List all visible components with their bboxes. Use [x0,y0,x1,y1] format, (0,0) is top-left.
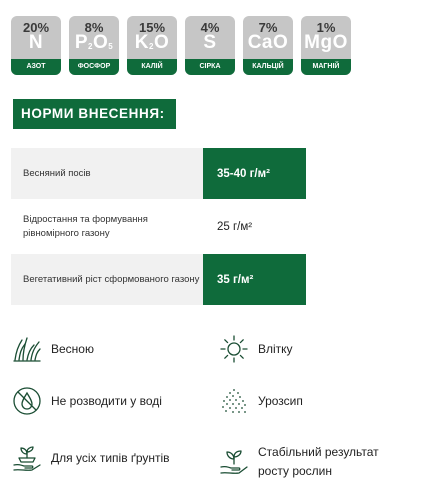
feature-label: Влітку [258,341,293,356]
rates-table [11,148,306,305]
badge-potassium [127,16,177,75]
soil-hand-icon [12,443,42,473]
rate-value: 35 г/м² [203,254,306,305]
feature-label: Не розводити у воді [51,393,162,408]
badge-calcium [243,16,293,75]
rate-condition: Відростання та формування рівномірного газону [23,213,148,239]
badge-label: КАЛЬЦІЙ [243,59,293,75]
badge-phosphorus [69,16,119,75]
feature-label: Для усіх типів ґрунтів [51,450,170,465]
scatter-icon [219,386,249,416]
feature-label: Урозсип [258,393,303,408]
badge-symbol: MgO [304,32,348,53]
badge-percent: 4% [200,20,220,35]
badge-label: ФОСФОР [69,59,119,75]
badge-label: СІРКА [185,59,235,75]
badge-symbol: N [28,32,44,53]
badge-label: КАЛІЙ [127,59,177,75]
grass-icon [12,334,42,364]
feature-label: Стабільний результат росту рослин [258,445,379,478]
badge-symbol: $K_2O$ [134,32,170,53]
rates-heading: НОРМИ ВНЕСЕННЯ: [13,99,176,129]
sun-icon [219,334,249,364]
badge-percent: 20% [22,20,50,35]
rate-value: 25 г/м² [217,220,253,233]
badge-label: МАГНІЙ [301,59,351,75]
badge-percent: 15% [138,20,166,35]
rate-row [11,201,306,252]
rate-row [11,148,306,199]
badge-magnesium [301,16,351,75]
sprout-hand-icon [219,447,249,477]
feature-no-water [12,386,162,416]
feature-summer [219,334,293,364]
rate-condition: Вегетативний ріст сформованого газону [23,273,200,285]
badge-percent: 1% [316,20,336,35]
rate-condition: Весняний посів [23,167,91,179]
nutrient-badges [11,16,351,75]
badge-label: АЗОТ [11,59,61,75]
badge-nitrogen [11,16,61,75]
feature-scatter [219,386,303,416]
feature-label: Весною [51,341,94,356]
feature-all-soils [12,443,170,473]
badge-percent: 7% [258,20,278,35]
rate-row [11,254,306,305]
feature-stable-result [219,443,388,481]
no-water-icon [12,386,42,416]
badge-symbol: CaO [247,32,289,53]
badge-percent: 8% [84,20,104,35]
rate-value: 35-40 г/м² [203,148,306,199]
badge-symbol: $P_2O_5$ [74,32,114,53]
badge-symbol: S [203,32,217,53]
feature-spring [12,334,94,364]
badge-sulfur [185,16,235,75]
